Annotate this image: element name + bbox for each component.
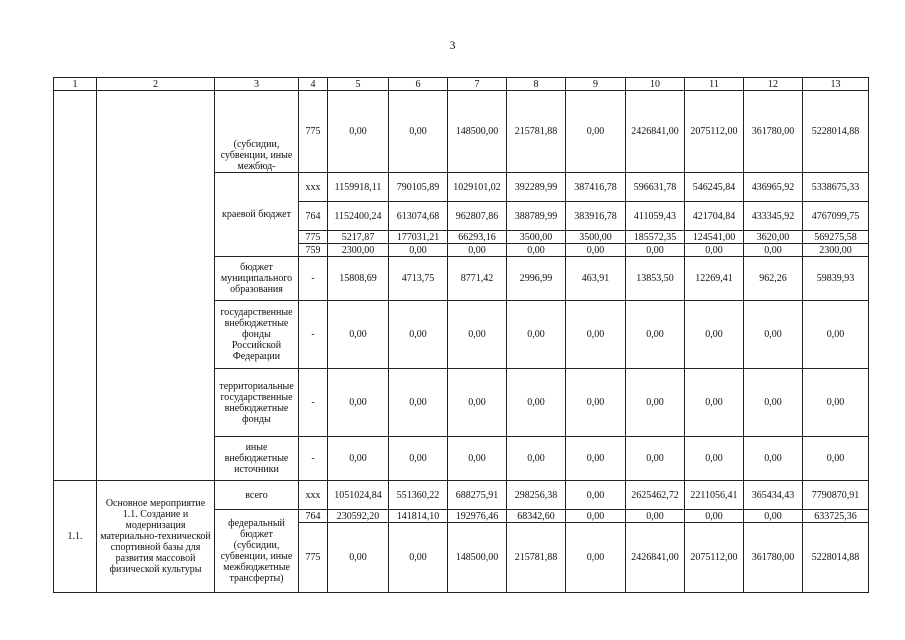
source-cell: иные внебюджетные источники (215, 437, 299, 481)
value-cell: 0,00 (626, 301, 685, 369)
code-cell: xxx (299, 173, 328, 202)
federal-subsidy-label: (субсидии, субвенции, иные межбюджетные трансферты) (220, 540, 293, 584)
header-cell: 2 (97, 78, 215, 91)
value-cell: 2211056,41 (685, 481, 744, 510)
value-cell: 0,00 (328, 369, 389, 437)
value-cell: 0,00 (389, 523, 448, 593)
source-cell (215, 510, 299, 593)
value-cell: 0,00 (507, 301, 566, 369)
value-cell: 0,00 (389, 437, 448, 481)
value-cell: 383916,78 (566, 202, 626, 231)
value-cell: 177031,21 (389, 231, 448, 244)
value-cell: 0,00 (507, 369, 566, 437)
value-cell: 0,00 (744, 301, 803, 369)
value-cell: 68342,60 (507, 510, 566, 523)
code-cell: - (299, 437, 328, 481)
value-cell: 551360,22 (389, 481, 448, 510)
value-cell: 962807,86 (448, 202, 507, 231)
value-cell: 388789,99 (507, 202, 566, 231)
value-cell: 0,00 (626, 437, 685, 481)
value-cell: 2996,99 (507, 257, 566, 301)
source-cell: краевой бюджет (215, 173, 299, 257)
code-cell: 775 (299, 231, 328, 244)
value-cell: 13853,50 (626, 257, 685, 301)
value-cell: 596631,78 (626, 173, 685, 202)
code-cell: 775 (299, 91, 328, 173)
value-cell: 0,00 (566, 244, 626, 257)
value-cell: 5217,87 (328, 231, 389, 244)
value-cell: 0,00 (566, 91, 626, 173)
federal-label: федеральный бюджет (228, 518, 285, 540)
header-cell: 10 (626, 78, 685, 91)
value-cell: 230592,20 (328, 510, 389, 523)
value-cell: 148500,00 (448, 91, 507, 173)
code-cell: 759 (299, 244, 328, 257)
value-cell: 0,00 (507, 244, 566, 257)
value-cell: 2075112,00 (685, 523, 744, 593)
source-cell: государственные внебюджетные фонды Российской Федерации (215, 301, 299, 369)
value-cell: 962,26 (744, 257, 803, 301)
value-cell: 0,00 (448, 369, 507, 437)
table-row (54, 91, 869, 173)
value-cell: 392289,99 (507, 173, 566, 202)
budget-table (53, 77, 869, 593)
value-cell: 0,00 (744, 244, 803, 257)
value-cell: 0,00 (626, 244, 685, 257)
value-cell: 0,00 (566, 523, 626, 593)
source-cell: всего (215, 481, 299, 510)
value-cell: 124541,00 (685, 231, 744, 244)
value-cell: 0,00 (744, 437, 803, 481)
value-cell: 1152400,24 (328, 202, 389, 231)
value-cell: 5338675,33 (803, 173, 869, 202)
value-cell: 215781,88 (507, 91, 566, 173)
value-cell: 0,00 (626, 369, 685, 437)
activity-cell (97, 91, 215, 481)
value-cell: 2075112,00 (685, 91, 744, 173)
value-cell: 2300,00 (328, 244, 389, 257)
value-cell: 436965,92 (744, 173, 803, 202)
value-cell: 185572,35 (626, 231, 685, 244)
value-cell: 688275,91 (448, 481, 507, 510)
code-cell: 764 (299, 510, 328, 523)
header-cell: 12 (744, 78, 803, 91)
value-cell: 463,91 (566, 257, 626, 301)
value-cell: 0,00 (744, 369, 803, 437)
code-cell: 775 (299, 523, 328, 593)
value-cell: 2426841,00 (626, 91, 685, 173)
header-cell: 11 (685, 78, 744, 91)
value-cell: 298256,38 (507, 481, 566, 510)
header-cell: 7 (448, 78, 507, 91)
value-cell: 361780,00 (744, 91, 803, 173)
section-number: 1.1. (54, 481, 97, 593)
source-cell: бюджет муниципального образования (215, 257, 299, 301)
value-cell: 3620,00 (744, 231, 803, 244)
value-cell: 0,00 (685, 244, 744, 257)
value-cell: 0,00 (685, 437, 744, 481)
value-cell: 1029101,02 (448, 173, 507, 202)
value-cell: 365434,43 (744, 481, 803, 510)
value-cell: 0,00 (566, 437, 626, 481)
value-cell: 4767099,75 (803, 202, 869, 231)
source-cell: (субсидии, субвенции, иные межбюд- (215, 91, 299, 173)
value-cell: 0,00 (328, 301, 389, 369)
code-cell: xxx (299, 481, 328, 510)
value-cell: 433345,92 (744, 202, 803, 231)
header-cell: 6 (389, 78, 448, 91)
value-cell: 361780,00 (744, 523, 803, 593)
value-cell: 0,00 (803, 301, 869, 369)
value-cell: 0,00 (626, 510, 685, 523)
value-cell: 0,00 (685, 301, 744, 369)
value-cell: 0,00 (389, 301, 448, 369)
value-cell: 12269,41 (685, 257, 744, 301)
header-cell: 13 (803, 78, 869, 91)
value-cell: 0,00 (328, 91, 389, 173)
value-cell: 66293,16 (448, 231, 507, 244)
value-cell: 8771,42 (448, 257, 507, 301)
value-cell: 411059,43 (626, 202, 685, 231)
code-cell: - (299, 301, 328, 369)
value-cell: 613074,68 (389, 202, 448, 231)
header-cell: 8 (507, 78, 566, 91)
code-cell: - (299, 369, 328, 437)
value-cell: 5228014,88 (803, 523, 869, 593)
value-cell: 141814,10 (389, 510, 448, 523)
value-cell: 421704,84 (685, 202, 744, 231)
value-cell: 5228014,88 (803, 91, 869, 173)
source-cell: территориальные государственные внебюджетные фонды (215, 369, 299, 437)
header-cell: 5 (328, 78, 389, 91)
value-cell: 2625462,72 (626, 481, 685, 510)
code-cell: 764 (299, 202, 328, 231)
value-cell: 790105,89 (389, 173, 448, 202)
value-cell: 59839,93 (803, 257, 869, 301)
value-cell: 0,00 (803, 369, 869, 437)
value-cell: 3500,00 (566, 231, 626, 244)
value-cell: 0,00 (389, 91, 448, 173)
value-cell: 569275,58 (803, 231, 869, 244)
value-cell: 3500,00 (507, 231, 566, 244)
code-cell: - (299, 257, 328, 301)
value-cell: 0,00 (328, 437, 389, 481)
value-cell: 0,00 (448, 437, 507, 481)
value-cell: 0,00 (685, 510, 744, 523)
value-cell: 0,00 (566, 369, 626, 437)
value-cell: 2426841,00 (626, 523, 685, 593)
value-cell: 546245,84 (685, 173, 744, 202)
table-row (54, 481, 869, 510)
value-cell: 0,00 (389, 244, 448, 257)
value-cell: 0,00 (566, 301, 626, 369)
value-cell: 0,00 (685, 369, 744, 437)
page-number: 3 (449, 38, 456, 52)
value-cell: 1159918,11 (328, 173, 389, 202)
value-cell: 0,00 (566, 510, 626, 523)
value-cell: 2300,00 (803, 244, 869, 257)
value-cell: 387416,78 (566, 173, 626, 202)
value-cell: 192976,46 (448, 510, 507, 523)
header-cell: 1 (54, 78, 97, 91)
value-cell: 0,00 (566, 481, 626, 510)
value-cell: 0,00 (744, 510, 803, 523)
header-cell: 4 (299, 78, 328, 91)
value-cell: 633725,36 (803, 510, 869, 523)
value-cell: 1051024,84 (328, 481, 389, 510)
value-cell: 4713,75 (389, 257, 448, 301)
value-cell: 0,00 (448, 301, 507, 369)
header-row (54, 78, 869, 91)
header-cell: 3 (215, 78, 299, 91)
value-cell: 0,00 (803, 437, 869, 481)
value-cell: 0,00 (328, 523, 389, 593)
value-cell: 0,00 (507, 437, 566, 481)
value-cell: 148500,00 (448, 523, 507, 593)
value-cell: 15808,69 (328, 257, 389, 301)
value-cell: 7790870,91 (803, 481, 869, 510)
number-cell (54, 91, 97, 481)
value-cell: 215781,88 (507, 523, 566, 593)
value-cell: 0,00 (448, 244, 507, 257)
section-title: Основное мероприятие 1.1. Создание и модернизация материально-технической спортивной базы для развития массовой физической культуры (97, 481, 215, 593)
header-cell: 9 (566, 78, 626, 91)
value-cell: 0,00 (389, 369, 448, 437)
